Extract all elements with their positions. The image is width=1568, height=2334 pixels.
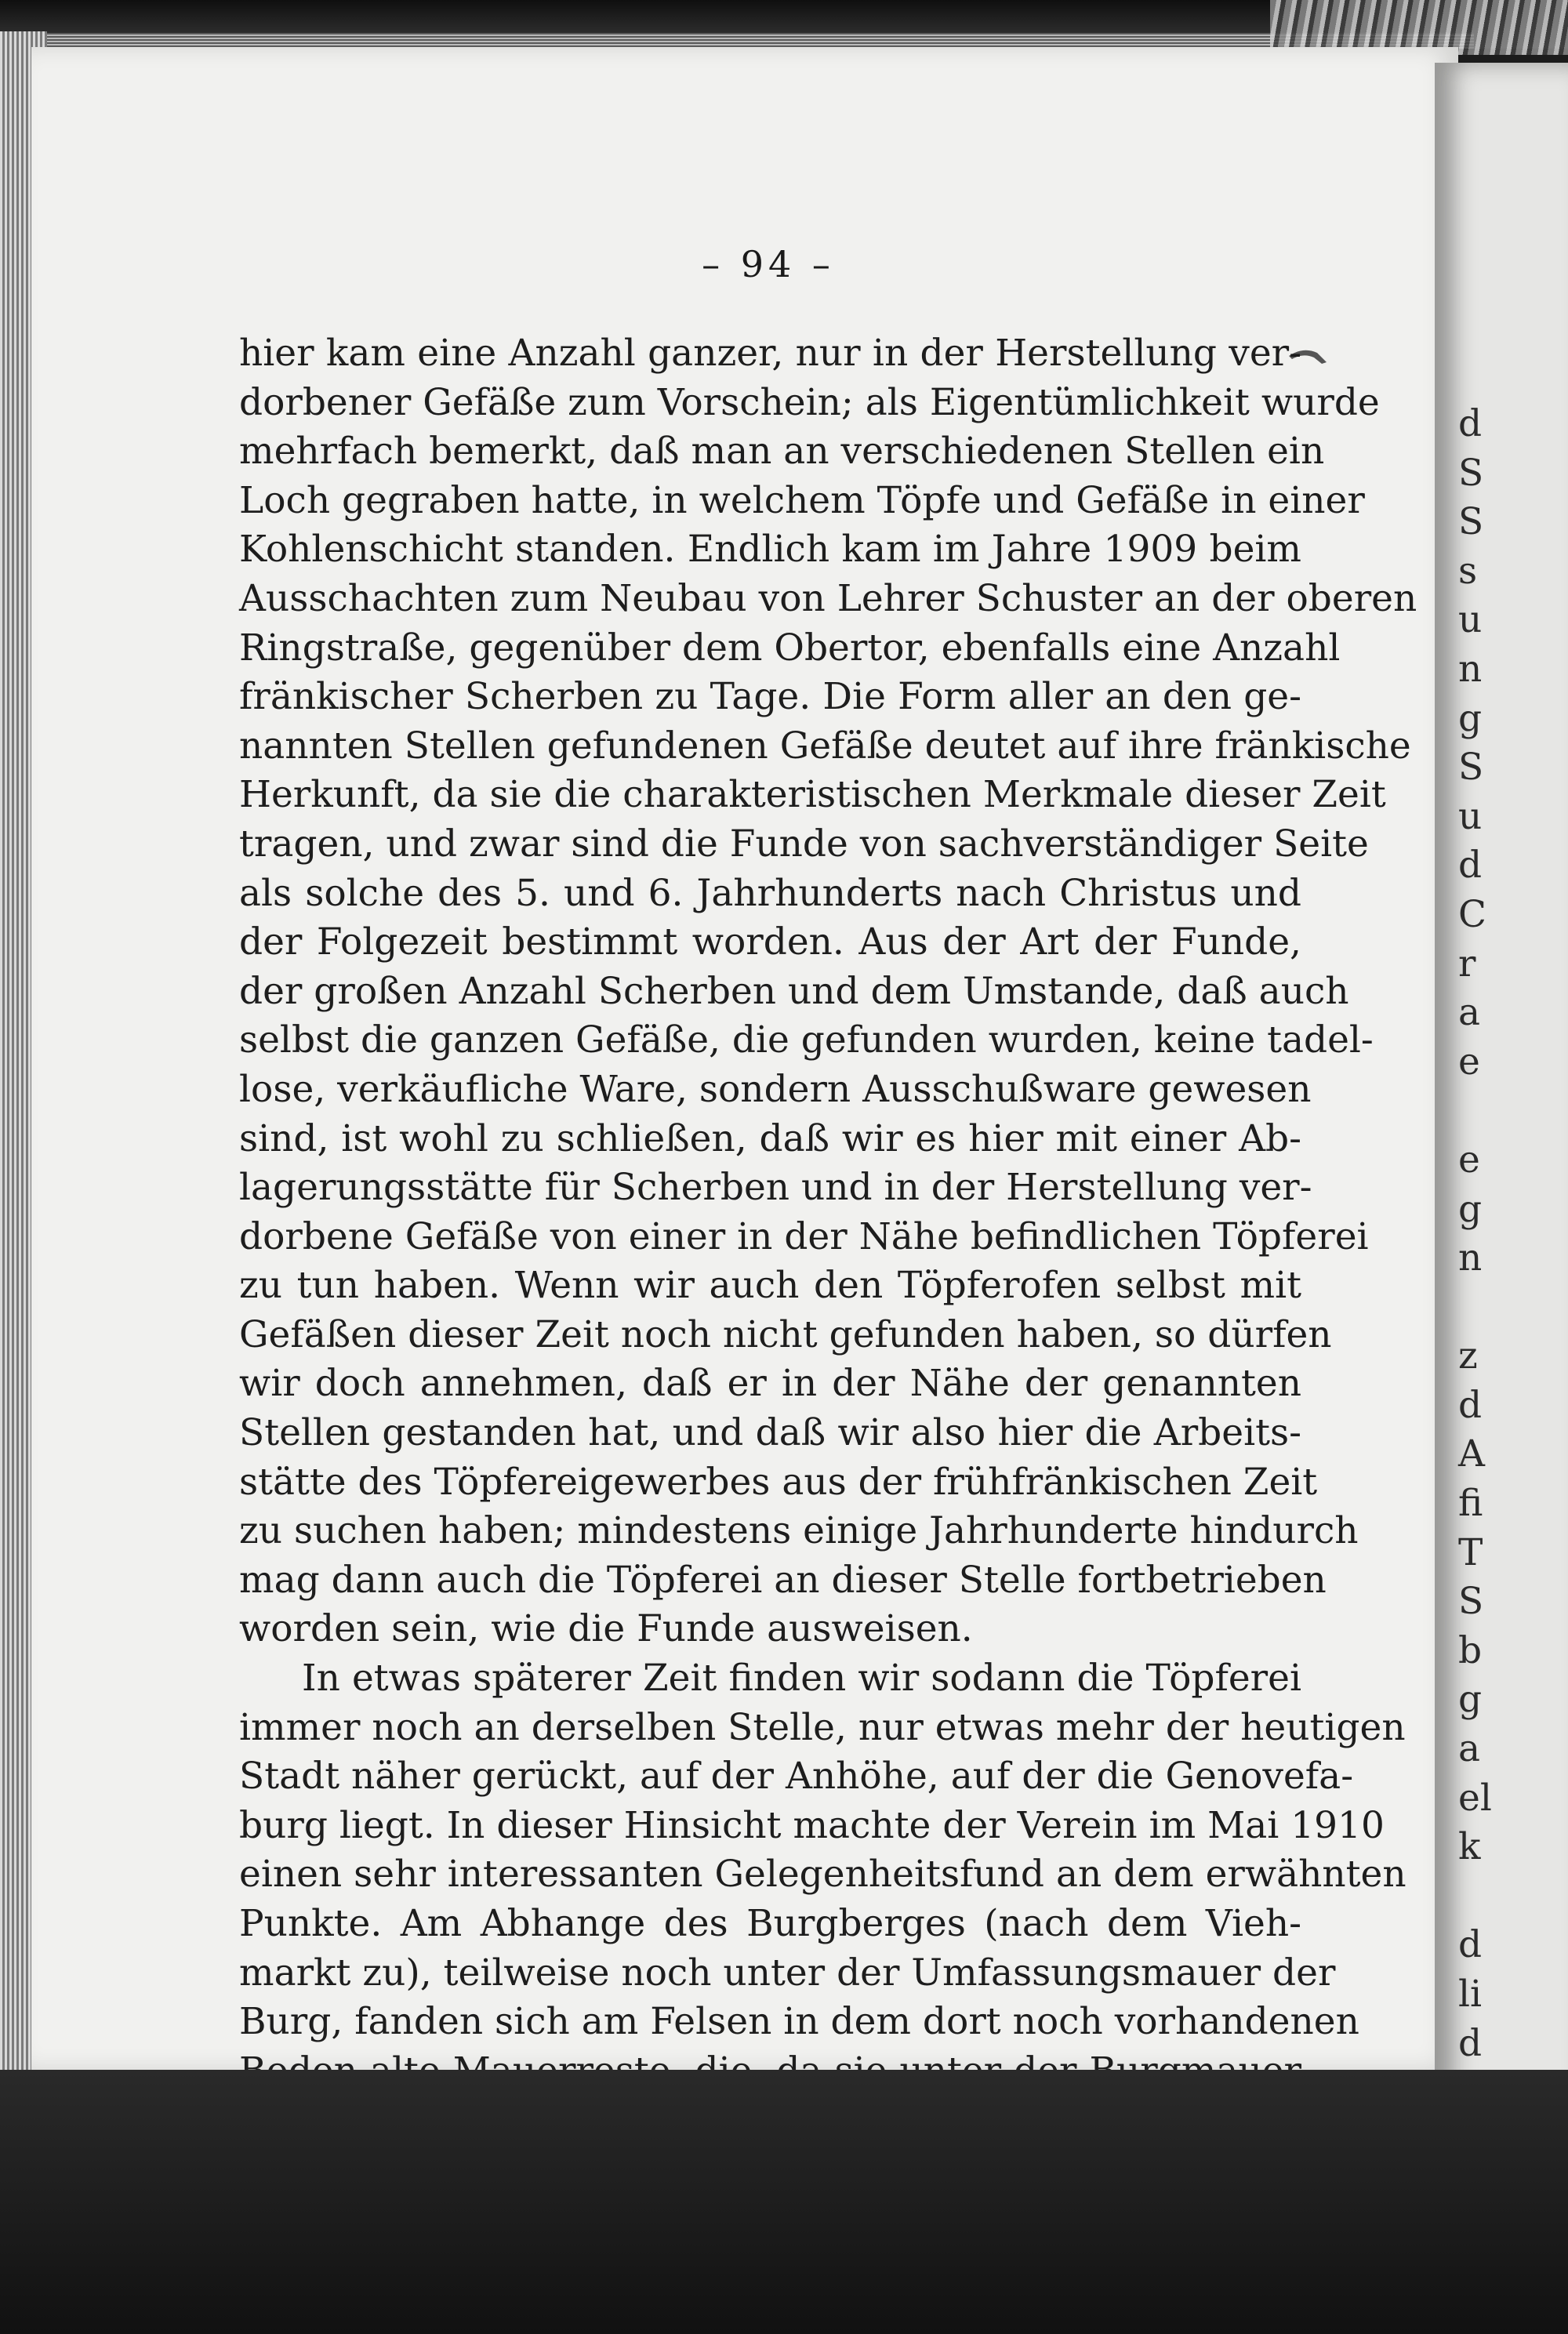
text-line: Stellen gestanden hat, und daß wir also hier die Arbeits- <box>239 1411 1301 1455</box>
facing-page-fragment: d <box>1458 1923 1483 1967</box>
facing-page-fragment: u <box>1458 794 1483 838</box>
text-line: nannten Stellen gefundenen Gefäße deutet auf ihre fränkische <box>239 724 1411 768</box>
facing-page-fragment: g <box>1458 696 1483 740</box>
facing-page-fragment: d <box>1458 2021 1483 2065</box>
page-number-header <box>0 243 1537 285</box>
text-line: Ringstraße, gegenüber dem Obertor, ebenfalls eine Anzahl <box>239 626 1341 670</box>
facing-page-fragment: e <box>1458 1138 1480 1182</box>
text-line: zu tun haben. Wenn wir auch den Töpferofen selbst mit <box>239 1264 1301 1308</box>
page-stack-top-edge <box>31 33 1474 49</box>
facing-page-fragment: d <box>1458 844 1483 888</box>
body-text <box>239 329 1417 2145</box>
text-line: immer noch an derselben Stelle, nur etwas mehr der heutigen <box>239 1705 1406 1749</box>
text-line: selbst die ganzen Gefäße, die gefunden wurden, keine tadel- <box>239 1018 1374 1062</box>
facing-page-fragment: z <box>1458 1334 1478 1378</box>
facing-page-fragment: S <box>1458 1580 1484 1624</box>
facing-page-fragment <box>1458 1283 1496 1333</box>
text-line: Herkunft, da sie die charakteristischen Merkmale dieser Zeit <box>239 773 1386 817</box>
facing-page-fragment: C <box>1458 892 1486 936</box>
facing-page-fragment: e <box>1458 1040 1480 1084</box>
text-line: der großen Anzahl Scherben und dem Umstande, daß auch <box>239 969 1349 1013</box>
facing-page-fragment: li <box>1458 1973 1483 2016</box>
text-line: Ausschachten zum Neubau von Lehrer Schuster an der oberen <box>239 576 1417 620</box>
facing-page-fragment: A <box>1458 1432 1485 1476</box>
page-number-dash-left: – <box>702 243 725 285</box>
facing-page-text <box>1458 400 1496 2265</box>
book-bottom-shadow <box>0 2070 1568 2334</box>
text-line: zu suchen haben; mindestens einige Jahrhunderte hindurch <box>239 1509 1359 1553</box>
facing-page-fragment: r <box>1458 942 1476 986</box>
facing-page-fragment: a <box>1458 1727 1481 1771</box>
facing-page-fragment: n <box>1458 647 1483 691</box>
text-line: dorbene Gefäße von einer in der Nähe befindlichen Töpferei <box>239 1214 1369 1258</box>
facing-page-fragment: el <box>1458 1776 1492 1820</box>
facing-page-fragment: d <box>1458 402 1483 445</box>
text-line: mag dann auch die Töpferei an dieser Stelle fortbetrieben <box>239 1558 1327 1602</box>
facing-page-fragment: S <box>1458 746 1484 789</box>
text-line: Stadt näher gerückt, auf der Anhöhe, auf der die Genovefa- <box>239 1755 1354 1799</box>
text-line: Loch gegraben hatte, in welchem Töpfe und Gefäße in einer <box>239 478 1365 522</box>
text-line: dorbener Gefäße zum Vorschein; als Eigentümlichkeit wurde <box>239 380 1380 424</box>
facing-page-fragment: S <box>1458 500 1484 544</box>
text-line: fränkischer Scherben zu Tage. Die Form aller an den ge- <box>239 675 1301 719</box>
facing-page-fragment: a <box>1458 991 1481 1035</box>
text-line: hier kam eine Anzahl ganzer, nur in der Herstellung ver- <box>239 332 1301 375</box>
facing-page-fragment: fi <box>1458 1482 1483 1526</box>
text-line: einen sehr interessanten Gelegenheitsfund an dem erwähnten <box>239 1853 1406 1897</box>
facing-page-edge <box>1435 63 1568 2101</box>
facing-page-fragment: k <box>1458 1825 1481 1869</box>
text-line: mehrfach bemerkt, daß man an verschiedenen Stellen ein <box>239 430 1325 474</box>
facing-page-fragment: g <box>1458 1678 1483 1722</box>
text-line: burg liegt. In dieser Hinsicht machte der Verein im Mai 1910 <box>239 1803 1385 1847</box>
facing-page-fragment: n <box>1458 1236 1483 1280</box>
page-number-dash-right: – <box>811 243 835 285</box>
text-line: der Folgezeit bestimmt worden. Aus der Art der Funde, <box>239 920 1301 964</box>
text-line: wir doch annehmen, daß er in der Nähe der genannten <box>239 1362 1301 1406</box>
text-line: sind, ist wohl zu schließen, daß wir es hier mit einer Ab- <box>239 1116 1301 1160</box>
facing-page-fragment: b <box>1458 1628 1483 1672</box>
text-line: als solche des 5. und 6. Jahrhunderts nach Christus und <box>239 871 1301 915</box>
facing-page-fragment: g <box>1458 1187 1483 1231</box>
facing-page-fragment: s <box>1458 549 1478 593</box>
text-line: worden sein, wie die Funde ausweisen. <box>239 1607 973 1651</box>
page-number: 94 <box>740 243 797 285</box>
text-line: stätte des Töpfereigewerbes aus der frühfränkischen Zeit <box>239 1460 1318 1504</box>
facing-page-fragment: u <box>1458 598 1483 642</box>
facing-page-fragment <box>1458 1087 1496 1136</box>
text-line: Kohlenschicht standen. Endlich kam im Jahre 1909 beim <box>239 528 1301 572</box>
text-line: lose, verkäufliche Ware, sondern Ausschußware gewesen <box>239 1067 1312 1111</box>
text-line: In etwas späterer Zeit finden wir sodann die Töpferei <box>302 1657 1301 1701</box>
facing-page-fragment: d <box>1458 1383 1483 1427</box>
facing-page-fragment: S <box>1458 451 1484 495</box>
text-line: Burg, fanden sich am Felsen in dem dort noch vorhandenen <box>239 2000 1359 2044</box>
text-line: markt zu), teilweise noch unter der Umfassungsmauer der <box>239 1951 1336 1995</box>
facing-page-fragment: T <box>1458 1530 1483 1574</box>
text-line: Gefäßen dieser Zeit noch nicht gefunden haben, so dürfen <box>239 1312 1332 1356</box>
text-line: tragen, und zwar sind die Funde von sachverständiger Seite <box>239 822 1369 866</box>
facing-page-fragment <box>1458 1872 1496 1922</box>
text-line: lagerungsstätte für Scherben und in der Herstellung ver- <box>239 1166 1312 1210</box>
text-line: Punkte. Am Abhange des Burgberges (nach dem Vieh- <box>239 1902 1301 1945</box>
